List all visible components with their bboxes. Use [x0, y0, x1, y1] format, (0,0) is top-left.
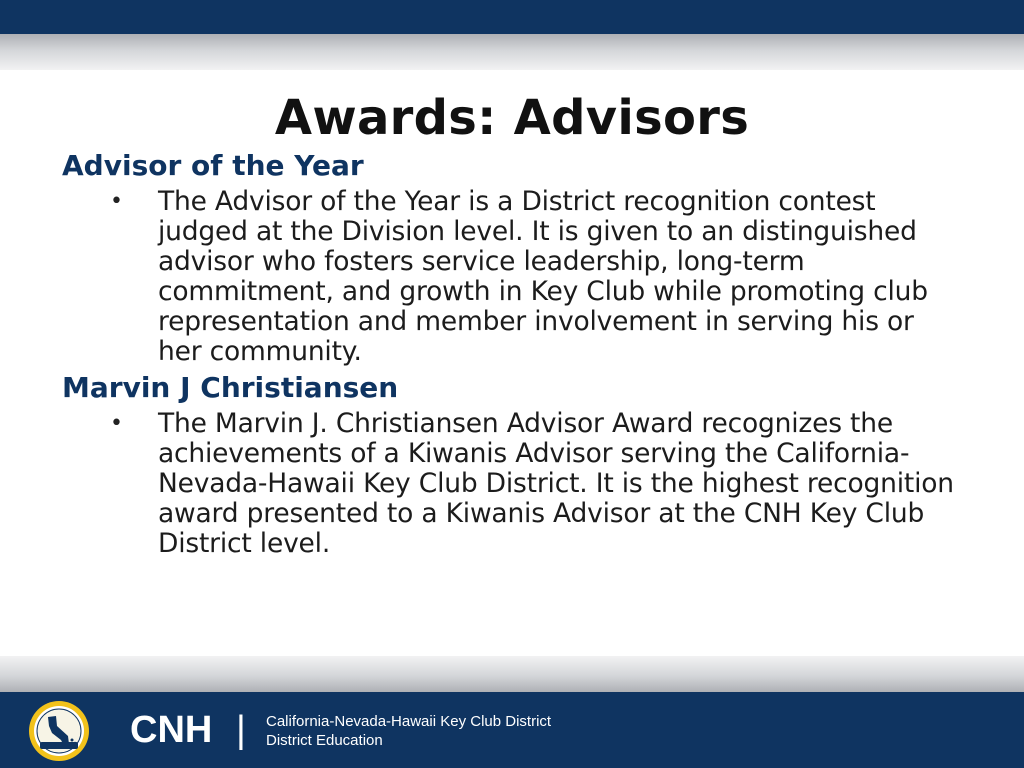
- bullet-text: The Marvin J. Christiansen Advisor Award recognizes the achievements of a Kiwanis Advisor serving the California-Nevada-Hawaii Key Club District. It is the highest recognition award presented to a Kiwanis Advisor at the CNH Key Club District level.: [158, 408, 954, 559]
- footer-brand-text: CNH: [130, 709, 213, 751]
- section-marvin-j-christiansen: [62, 371, 962, 559]
- slide-title: Awards: Advisors: [274, 90, 750, 146]
- bullet-item: [62, 409, 962, 559]
- slide-content: [62, 149, 962, 563]
- top-gradient-band: [0, 34, 1024, 70]
- footer-line-education: District Education: [266, 732, 383, 749]
- bullet-text: The Advisor of the Year is a District recognition contest judged at the Division level. It is given to an distinguished advisor who fosters service leadership, long-term commitment, and growth in Key Club while promoting club representation and member involvement in serving his or her community.: [158, 186, 928, 367]
- top-banner: [0, 0, 1024, 34]
- bottom-gradient-band: [0, 656, 1024, 692]
- section-heading: Marvin J Christiansen: [62, 371, 399, 404]
- footer-divider: |: [236, 709, 246, 751]
- section-heading: Advisor of the Year: [62, 149, 364, 182]
- bullet-item: [62, 187, 962, 367]
- bullet-icon: •: [110, 411, 123, 436]
- key-club-seal-icon: [28, 700, 90, 762]
- section-advisor-of-the-year: [62, 149, 962, 367]
- footer-bar: [0, 692, 1024, 768]
- footer-line-district: California-Nevada-Hawaii Key Club District: [266, 713, 552, 730]
- bullet-icon: •: [110, 189, 123, 214]
- footer-caption: [266, 712, 551, 750]
